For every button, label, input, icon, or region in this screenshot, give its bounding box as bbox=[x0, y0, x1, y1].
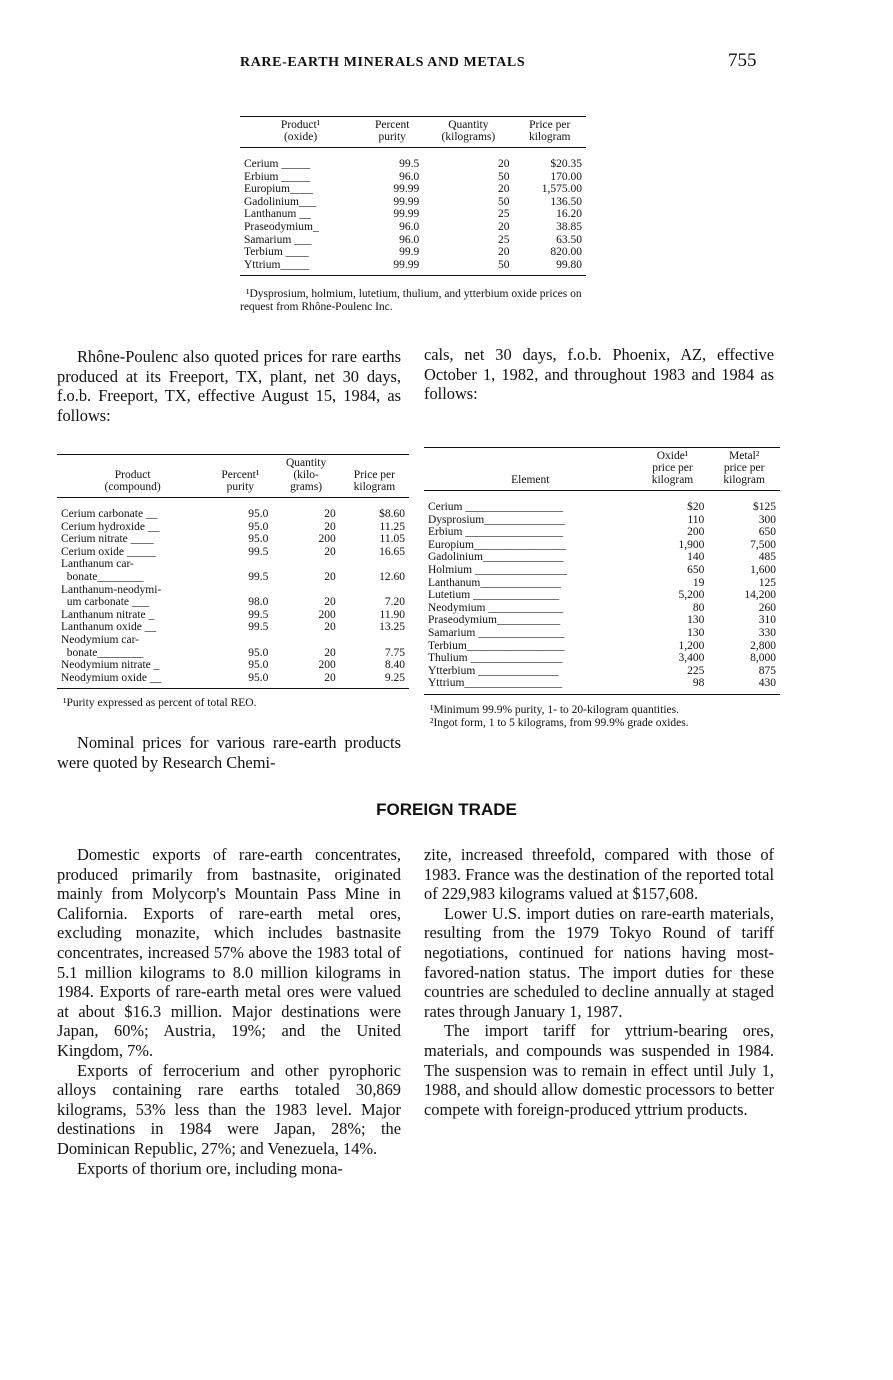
oxide-price-table bbox=[240, 116, 586, 314]
row-label: Lutetium _______________ bbox=[428, 589, 560, 602]
table-cell: 130 bbox=[687, 614, 705, 627]
table-row bbox=[424, 564, 780, 577]
column-header: Percent¹ purity bbox=[208, 455, 272, 498]
table-cell: 130 bbox=[687, 626, 705, 639]
table-row bbox=[240, 208, 586, 221]
table-footnote: ¹Dysprosium, holmium, lutetium, thulium, and ytterbium oxide prices on request from Rhône-Poulenc Inc. bbox=[240, 288, 582, 314]
table-cell: 20 bbox=[324, 508, 336, 520]
table-cell: 95.0 bbox=[248, 659, 269, 672]
table-cell: 11.25 bbox=[379, 520, 405, 533]
table-cell: 25 bbox=[497, 208, 510, 221]
table-row bbox=[57, 584, 409, 609]
table-cell: 136.50 bbox=[550, 195, 582, 208]
row-label: Yttrium_________________ bbox=[428, 677, 563, 690]
row-label: Neodymium _____________ bbox=[428, 601, 564, 614]
table-row bbox=[57, 498, 409, 521]
row-label: Erbium _____ bbox=[244, 170, 311, 183]
body-paragraph: zite, increased threefold, compared with those of 1983. France was the destination of the reported total of 229,983 kilograms valued at $157,608. bbox=[424, 845, 774, 904]
table-cell: 11.90 bbox=[379, 608, 405, 621]
body-paragraph: Rhône-Poulenc also quoted prices for rare earths produced at its Freeport, TX, plant, net 30 days, f.o.b. Freeport, TX, effective August 15, 1984, as follows: bbox=[57, 347, 401, 425]
table-row bbox=[240, 259, 586, 276]
row-label: Dysprosium______________ bbox=[428, 513, 565, 526]
table-cell: 485 bbox=[758, 551, 776, 564]
table-cell: 12.60 bbox=[379, 570, 405, 583]
table-cell: 20 bbox=[324, 671, 336, 684]
table-cell: 99.5 bbox=[248, 621, 269, 634]
table-footnote-2: ²Ingot form, 1 to 5 kilograms, from 99.9% grade oxides. bbox=[430, 716, 689, 729]
table-cell: 330 bbox=[758, 626, 776, 639]
table-cell: $125 bbox=[753, 501, 776, 513]
table-row bbox=[424, 589, 780, 602]
column-header: Percent purity bbox=[361, 117, 423, 148]
table-row bbox=[57, 634, 409, 659]
table-cell: 13.25 bbox=[379, 621, 405, 634]
table-cell: 5,200 bbox=[678, 589, 705, 602]
table-row bbox=[424, 627, 780, 640]
section-heading: FOREIGN TRADE bbox=[376, 800, 517, 819]
table-cell: 8,000 bbox=[750, 652, 776, 665]
table-row bbox=[424, 614, 780, 627]
table-cell: 200 bbox=[318, 659, 336, 672]
table-cell: 20 bbox=[497, 246, 510, 259]
body-paragraph: Domestic exports of rare-earth concentrates, produced primarily from bastnasite, originated mainly from Molycorp's Mountain Pass Mine in California. Exports of rare-earth metal ores, excluding monazite, which includes bastnasite concentrates, increased 57% above the 1983 total of 5.1 million kilograms to 8.0 million kilograms in 1984. Exports of rare-earth metal ores were valued at about $16.3 million. Major destinations were Japan, 60%; Austria, 19%; and the United Kingdom, 7%. bbox=[57, 845, 401, 1060]
table-row bbox=[57, 659, 409, 672]
column-header: Oxide¹ price per kilogram bbox=[637, 448, 709, 491]
column-header: Quantity (kilograms) bbox=[423, 117, 513, 148]
table-cell: 96.0 bbox=[399, 170, 420, 183]
table-cell: 1,600 bbox=[750, 563, 776, 576]
row-label: Samarium _______________ bbox=[428, 626, 565, 639]
table-cell: 2,800 bbox=[750, 639, 776, 652]
table-cell: 95.0 bbox=[248, 520, 269, 533]
table-cell: 99.5 bbox=[248, 570, 269, 583]
row-label: Erbium _________________ bbox=[428, 526, 564, 539]
row-label: Lanthanum __ bbox=[244, 208, 311, 221]
table-row bbox=[57, 533, 409, 546]
row-label: Neodymium nitrate _ bbox=[61, 659, 160, 672]
table-cell: 96.0 bbox=[399, 220, 420, 233]
table-cell: 99.99 bbox=[393, 208, 420, 221]
table-cell: 99.5 bbox=[399, 158, 420, 170]
table-row bbox=[57, 621, 409, 634]
table-cell: 95.0 bbox=[248, 533, 269, 546]
table-cell: 430 bbox=[758, 677, 776, 690]
table-cell: 95.0 bbox=[248, 671, 269, 684]
row-label: Ytterbium ______________ bbox=[428, 664, 559, 677]
table-cell: 50 bbox=[497, 258, 510, 271]
table-cell: 16.20 bbox=[556, 208, 582, 221]
table-header-row bbox=[240, 117, 586, 148]
table-cell: 200 bbox=[318, 608, 336, 621]
column-header: Metal² price per kilogram bbox=[708, 448, 780, 491]
table-header-row bbox=[57, 455, 409, 498]
table-footnote-1: ¹Minimum 99.9% purity, 1- to 20-kilogram quantities. bbox=[430, 703, 679, 716]
table-cell: 99.99 bbox=[393, 183, 420, 196]
table-row bbox=[424, 640, 780, 653]
row-label: Gadolinium______________ bbox=[428, 551, 564, 564]
row-label: Cerium carbonate __ bbox=[61, 508, 158, 520]
table-cell: 20 bbox=[497, 183, 510, 196]
table-cell: 875 bbox=[758, 664, 776, 677]
row-label: Neodymium car- bonate________ bbox=[61, 633, 144, 659]
table-cell: $20.35 bbox=[550, 158, 582, 170]
table-cell: 650 bbox=[758, 526, 776, 539]
table-cell: 7,500 bbox=[750, 538, 776, 551]
table-cell: 110 bbox=[687, 513, 705, 526]
table-cell: 99.99 bbox=[393, 195, 420, 208]
body-paragraph: The import tariff for yttrium-bearing ores, materials, and compounds was suspended in 1984. The suspension was to remain in effect until July 1, 1988, and should allow domestic processors to better compete with foreign-produced yttrium products. bbox=[424, 1021, 774, 1119]
table-cell: 14,200 bbox=[744, 589, 776, 602]
body-paragraph: Nominal prices for various rare-earth products were quoted by Research Chemi- bbox=[57, 733, 401, 772]
compound-price-table bbox=[57, 454, 409, 710]
row-label: Praseodymium___________ bbox=[428, 614, 561, 627]
table-cell: 20 bbox=[324, 596, 336, 609]
row-label: Cerium _________________ bbox=[428, 501, 564, 513]
table-row bbox=[424, 665, 780, 678]
table-cell: 98 bbox=[692, 677, 705, 690]
table-cell: 3,400 bbox=[678, 652, 705, 665]
table-cell: 20 bbox=[324, 646, 336, 659]
row-label: Terbium_________________ bbox=[428, 639, 565, 652]
table-cell: 7.75 bbox=[384, 646, 405, 659]
table-cell: 80 bbox=[692, 601, 705, 614]
table-row bbox=[424, 514, 780, 527]
body-paragraph: Lower U.S. import duties on rare-earth materials, resulting from the 1979 Tokyo Round of tariff negotiations, continued for nations having most-favored-nation status. The import duties for these countries are scheduled to decline annually at staged rates through January 1, 1987. bbox=[424, 903, 774, 1021]
table-cell: 1,575.00 bbox=[541, 183, 582, 196]
table-cell: 19 bbox=[692, 576, 705, 589]
table-cell: 99.9 bbox=[399, 246, 420, 259]
page-number: 755 bbox=[728, 50, 757, 71]
table-cell: 50 bbox=[497, 170, 510, 183]
table-cell: 225 bbox=[687, 664, 705, 677]
table-cell: 98.0 bbox=[248, 596, 269, 609]
body-paragraph: cals, net 30 days, f.o.b. Phoenix, AZ, effective October 1, 1982, and throughout 1983 and 1984 as follows: bbox=[424, 345, 774, 404]
table-cell: 8.40 bbox=[384, 659, 405, 672]
table-row bbox=[424, 677, 780, 694]
row-label: Lanthanum oxide __ bbox=[61, 621, 157, 634]
table-row bbox=[240, 234, 586, 247]
table-cell: 99.5 bbox=[248, 608, 269, 621]
table-cell: 260 bbox=[758, 601, 776, 614]
table-header-row bbox=[424, 448, 780, 491]
table-cell: 99.5 bbox=[248, 545, 269, 558]
table-cell: $20 bbox=[687, 501, 705, 513]
column-right bbox=[424, 845, 774, 1119]
column-header: Quantity (kilo- grams) bbox=[272, 455, 339, 498]
table-cell: 125 bbox=[758, 576, 776, 589]
table-cell: 95.0 bbox=[248, 508, 269, 520]
row-label: Cerium nitrate ____ bbox=[61, 533, 154, 546]
row-label: Samarium ___ bbox=[244, 233, 312, 246]
table-row bbox=[424, 652, 780, 665]
row-label: Europium________________ bbox=[428, 538, 566, 551]
table-row bbox=[240, 196, 586, 209]
table-cell: 11.05 bbox=[379, 533, 405, 546]
table-row bbox=[57, 521, 409, 534]
column-header: Product¹ (oxide) bbox=[240, 117, 361, 148]
row-label: Cerium _____ bbox=[244, 158, 311, 170]
row-label: Cerium oxide _____ bbox=[61, 545, 156, 558]
column-left bbox=[57, 845, 401, 1178]
table-cell: 200 bbox=[318, 533, 336, 546]
row-label: Holmium ________________ bbox=[428, 563, 567, 576]
table-cell: 820.00 bbox=[550, 246, 582, 259]
table-row bbox=[240, 183, 586, 196]
table-cell: 20 bbox=[497, 220, 510, 233]
table-cell: 63.50 bbox=[556, 233, 582, 246]
table-cell: 25 bbox=[497, 233, 510, 246]
table-cell: 20 bbox=[324, 621, 336, 634]
row-label: Terbium ____ bbox=[244, 246, 309, 259]
table-row bbox=[424, 551, 780, 564]
row-label: Europium____ bbox=[244, 183, 313, 196]
table-cell: 200 bbox=[687, 526, 705, 539]
table-row bbox=[424, 577, 780, 590]
table-cell: 50 bbox=[497, 195, 510, 208]
table-cell: 20 bbox=[497, 158, 510, 170]
table-row bbox=[424, 526, 780, 539]
table-cell: 1,900 bbox=[678, 538, 705, 551]
row-label: Neodymium oxide __ bbox=[61, 671, 162, 684]
row-label: Yttrium_____ bbox=[244, 258, 310, 271]
table-row bbox=[240, 171, 586, 184]
table-row bbox=[57, 672, 409, 689]
table-footnote: ¹Purity expressed as percent of total REO. bbox=[63, 697, 257, 710]
body-paragraph: Exports of ferrocerium and other pyrophoric alloys containing rare earths totaled 30,869 kilograms, 53% less than the 1983 level. Major destinations in 1984 were Japan, 28%; the Dominican Republic, 27%; and Venezuela, 14%. bbox=[57, 1060, 401, 1158]
table-cell: 140 bbox=[687, 551, 705, 564]
table-cell: 310 bbox=[758, 614, 776, 627]
table-row bbox=[57, 558, 409, 583]
table-cell: 99.80 bbox=[556, 258, 582, 271]
table-cell: 99.99 bbox=[393, 258, 420, 271]
table-cell: 9.25 bbox=[384, 671, 405, 684]
row-label: Lanthanum car- bonate________ bbox=[61, 558, 144, 583]
row-label: Gadolinium___ bbox=[244, 195, 317, 208]
row-label: Thulium ________________ bbox=[428, 652, 563, 665]
row-label: Praseodymium_ bbox=[244, 220, 319, 233]
element-price-table bbox=[424, 447, 780, 730]
row-label: Lanthanum-neodymi- um carbonate ___ bbox=[61, 583, 162, 609]
table-cell: 300 bbox=[758, 513, 776, 526]
table-cell: 96.0 bbox=[399, 233, 420, 246]
row-label: Lanthanum nitrate _ bbox=[61, 608, 155, 621]
body-paragraph: Exports of thorium ore, including mona- bbox=[77, 1158, 343, 1178]
table-cell: 20 bbox=[324, 520, 336, 533]
column-header: Price per kilogram bbox=[513, 117, 586, 148]
table-row bbox=[424, 491, 780, 514]
column-header: Price per kilogram bbox=[340, 455, 409, 498]
table-cell: 20 bbox=[324, 545, 336, 558]
table-cell: 170.00 bbox=[550, 170, 582, 183]
table-row bbox=[424, 602, 780, 615]
table-row bbox=[424, 539, 780, 552]
table-cell: 650 bbox=[687, 563, 705, 576]
table-row bbox=[57, 546, 409, 559]
column-header: Element bbox=[424, 448, 637, 491]
row-label: Lanthanum______________ bbox=[428, 576, 561, 589]
table-cell: 1,200 bbox=[678, 639, 705, 652]
table-cell: 16.65 bbox=[379, 545, 405, 558]
table-cell: $8.60 bbox=[379, 508, 405, 520]
row-label: Cerium hydroxide __ bbox=[61, 520, 160, 533]
table-cell: 20 bbox=[324, 570, 336, 583]
table-cell: 38.85 bbox=[556, 220, 582, 233]
table-cell: 7.20 bbox=[384, 596, 405, 609]
table-row bbox=[240, 221, 586, 234]
running-header: RARE-EARTH MINERALS AND METALS bbox=[240, 55, 526, 70]
table-row bbox=[240, 246, 586, 259]
table-cell: 95.0 bbox=[248, 646, 269, 659]
column-header: Product (compound) bbox=[57, 455, 208, 498]
table-row bbox=[240, 148, 586, 171]
table-row bbox=[57, 609, 409, 622]
